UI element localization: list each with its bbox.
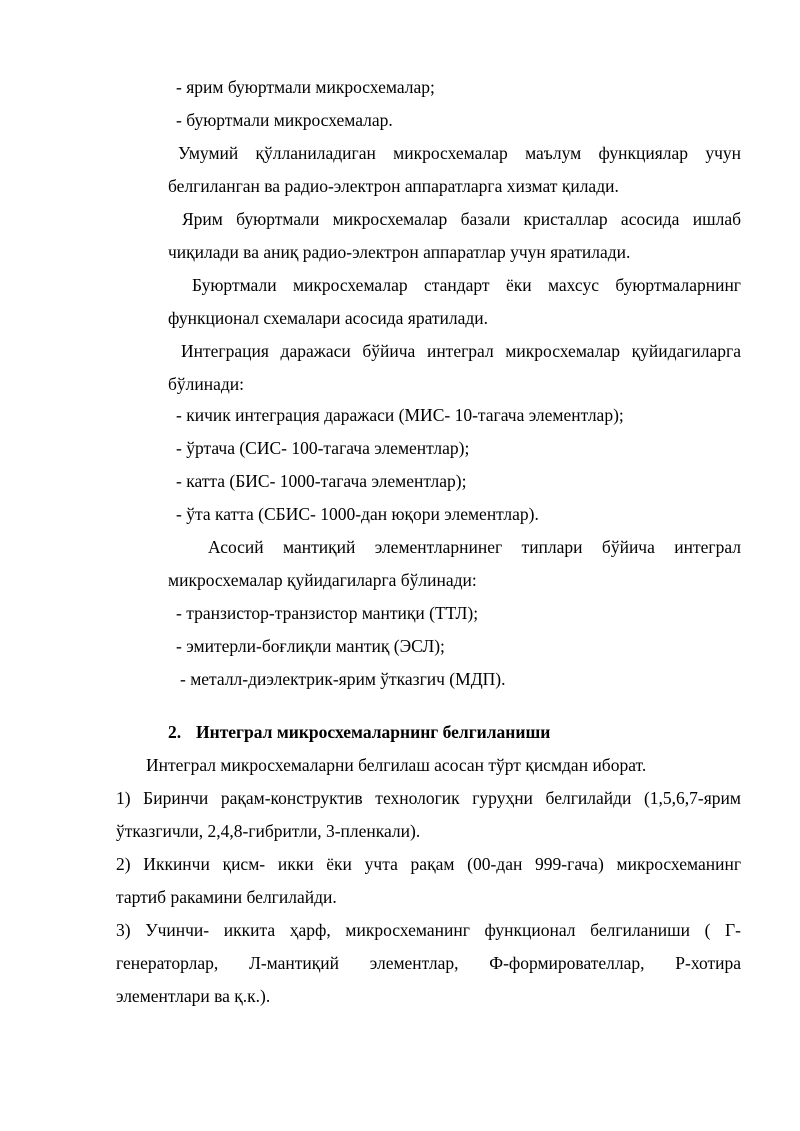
- section-title: Интеграл микросхемаларнинг белгиланиши: [196, 722, 551, 742]
- paragraph-line: чиқилади ва аниқ радио-электрон аппаратлар учун яратилади.: [168, 242, 631, 262]
- paragraph-line: Буюртмали микросхемалар стандарт ёки махсус буюртмаларнинг: [192, 275, 741, 295]
- paragraph-line: Умумий қўлланиладиган микросхемалар маълум функциялар учун: [178, 143, 741, 163]
- list-item: - ўртача (СИС- 100-тагача элементлар);: [176, 438, 470, 458]
- paragraph-line: 1) Биринчи рақам-конструктив технологик гуруҳни белгилайди (1,5,6,7-ярим: [116, 788, 741, 808]
- list-item: - кичик интеграция даражаси (МИС- 10-тагача элементлар);: [176, 405, 624, 425]
- paragraph-line: функционал схемалари асосида яратилади.: [168, 308, 489, 328]
- paragraph-line: ўтказгичли, 2,4,8-гибритли, 3-пленкали).: [116, 821, 421, 841]
- list-item: - металл-диэлектрик-ярим ўтказгич (МДП).: [180, 669, 506, 689]
- paragraph-line: бўлинади:: [168, 374, 245, 394]
- paragraph-line: генераторлар, Л-мантиқий элементлар, Ф-формирователлар, Р-хотира: [116, 953, 741, 973]
- paragraph-line: 3) Учинчи- иккита ҳарф, микросхеманинг функционал белгиланиши ( Г-: [116, 920, 741, 940]
- paragraph-line: Интеграция даражаси бўйича интеграл микросхемалар қуйидагиларга: [181, 341, 741, 361]
- list-item: - эмитерли-боғлиқли мантиқ (ЭСЛ);: [176, 636, 445, 656]
- paragraph-line: Ярим буюртмали микросхемалар базали кристаллар асосида ишлаб: [182, 209, 741, 229]
- list-item: - ўта катта (СБИС- 1000-дан юқори элементлар).: [176, 504, 539, 524]
- paragraph-line: Интеграл микросхемаларни белгилаш асосан тўрт қисмдан иборат.: [146, 755, 647, 775]
- list-item: - ярим буюртмали микросхемалар;: [176, 77, 435, 97]
- list-item: - буюртмали микросхемалар.: [176, 110, 393, 130]
- paragraph-line: микросхемалар қуйидагиларга бўлинади:: [168, 570, 477, 590]
- list-item: - катта (БИС- 1000-тагача элементлар);: [176, 471, 467, 491]
- paragraph-line: Асосий мантиқий элементларнинег типлари бўйича интеграл: [208, 537, 741, 557]
- section-heading: [168, 721, 550, 743]
- paragraph-line: тартиб ракамини белгилайди.: [116, 887, 337, 907]
- paragraph-line: 2) Иккинчи қисм- икки ёки учта рақам (00-дан 999-гача) микросхеманинг: [116, 854, 741, 874]
- list-item: - транзистор-транзистор мантиқи (ТТЛ);: [176, 603, 479, 623]
- section-number: 2.: [168, 722, 182, 742]
- paragraph-line: элементлари ва қ.к.).: [116, 986, 271, 1006]
- paragraph-line: белгиланган ва радио-электрон аппаратларга хизмат қилади.: [168, 176, 619, 196]
